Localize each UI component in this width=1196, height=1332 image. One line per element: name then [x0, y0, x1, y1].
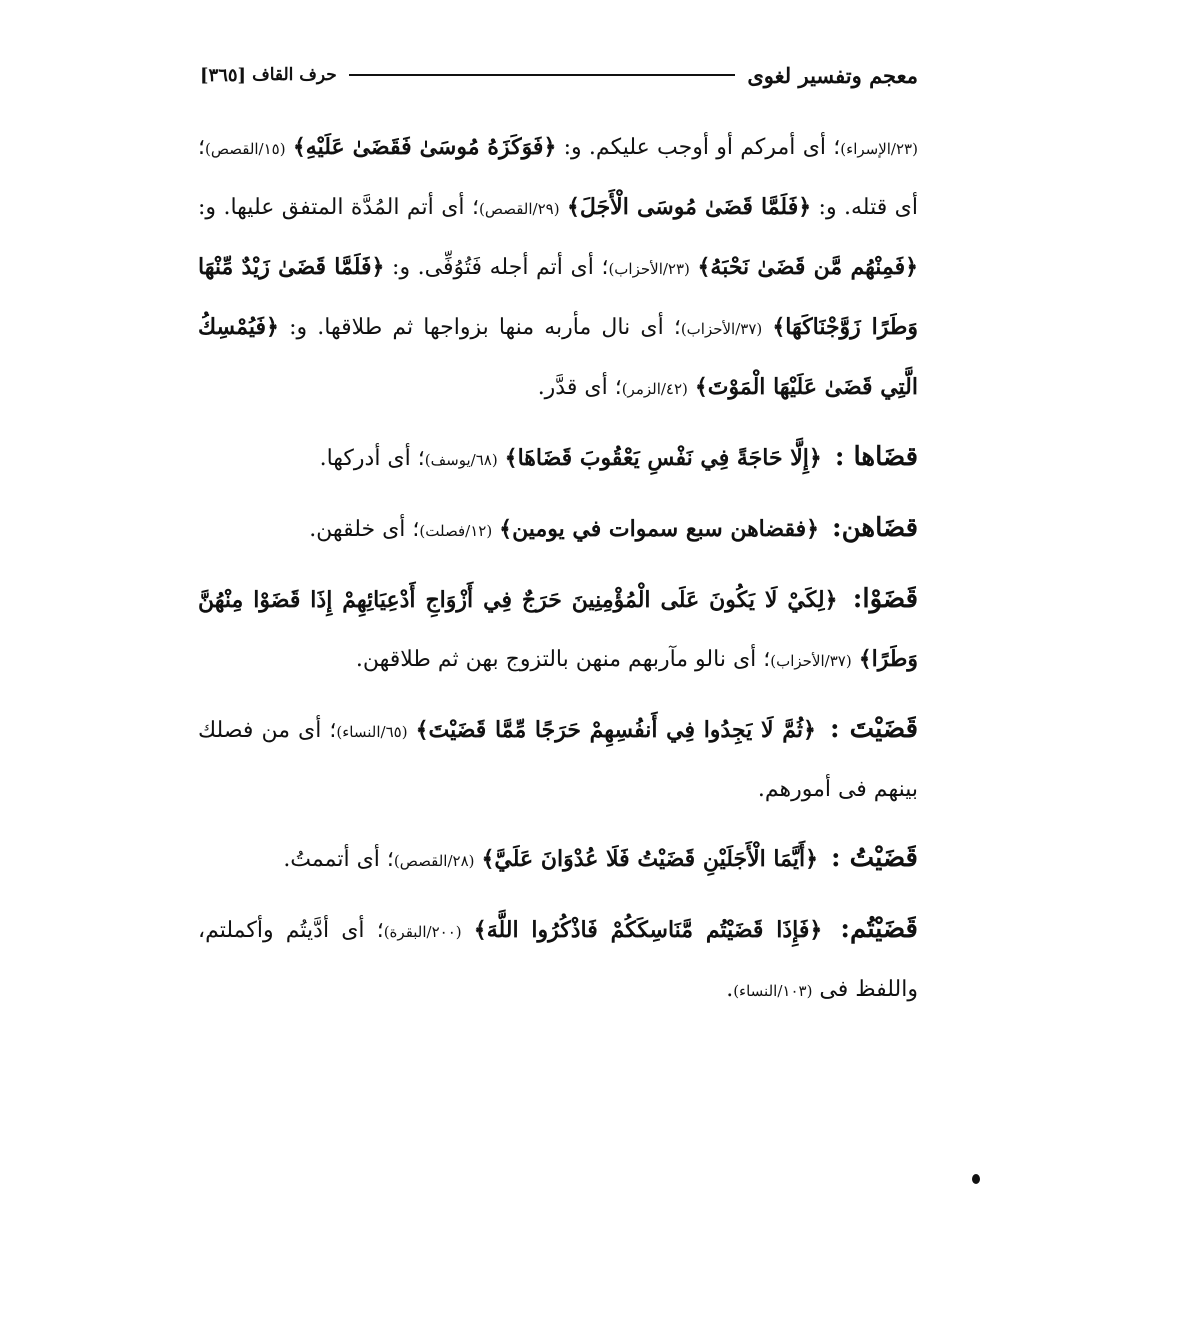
quran-verse: ﴿فَمِنْهُم مَّن قَضَىٰ نَحْبَهُ﴾	[697, 254, 918, 280]
quran-verse: ﴿إِلَّا حَاجَةً فِي نَفْسِ يَعْقُوبَ قَضَاهَا﴾	[504, 445, 822, 471]
entry-paragraph	[198, 700, 918, 819]
book-title: معجم وتفسير لغوى	[747, 62, 918, 88]
definition-text: ؛ أى نالو مآربهم منهن بالتزوج بهن ثم طلاقهن.	[355, 647, 771, 672]
entry-headword: قَضَيْتَ :	[829, 714, 918, 744]
definition-text	[762, 315, 772, 340]
verse-reference: (٤٢/الزمر)	[621, 380, 688, 398]
definition-text: ؛ أى أمركم أو أوجب عليكم. و:	[556, 135, 841, 160]
verse-reference: (١٥/القصص)	[205, 140, 286, 158]
definition-text: ؛ أى أدركها.	[319, 446, 425, 471]
definition-text	[475, 847, 482, 872]
entry-paragraph	[198, 118, 918, 418]
definition-text	[688, 375, 695, 400]
definition-text: ؛ أى خلقهن.	[309, 517, 420, 542]
quran-verse: ﴿فقضاهن سبع سموات في يومين﴾	[499, 516, 819, 542]
verse-reference: (٣٧/الأحزاب)	[680, 320, 763, 338]
verse-reference: (٢٣/الإسراء)	[840, 140, 918, 158]
quran-verse: ﴿أَيَّمَا الْأَجَلَيْنِ قَضَيْتُ فَلَا عُدْوَانَ عَلَيَّ﴾	[481, 846, 818, 872]
verse-reference: (١٢/فصلت)	[419, 522, 493, 540]
chapter-name: حرف القاف	[252, 65, 337, 85]
verse-reference: (٦٨/يوسف)	[424, 451, 498, 469]
definition-text	[822, 446, 829, 471]
page-header	[200, 60, 918, 90]
definition-text	[408, 718, 416, 743]
header-rule	[349, 74, 736, 76]
verse-reference: (٢٩/القصص)	[478, 200, 560, 218]
verse-reference: (٦٥/النساء)	[336, 723, 408, 741]
quran-verse: ﴿فَوَكَزَهُ مُوسَىٰ فَقَضَىٰ عَلَيْهِ﴾	[292, 134, 557, 160]
entry-paragraph	[198, 428, 918, 489]
definition-text	[462, 918, 474, 943]
entry-headword: قَضَوْا:	[852, 584, 919, 614]
verse-reference: (١٠٣/النساء)	[733, 982, 813, 1000]
verse-reference: (٣٧/الأحزاب)	[770, 652, 852, 670]
verse-reference: (٢٠٠/البقرة)	[383, 923, 462, 941]
ink-mark	[972, 1174, 980, 1184]
definition-text: ؛ أى أتممتُ.	[283, 847, 394, 872]
entry-paragraph	[198, 900, 918, 1020]
quran-verse: ﴿فَلَمَّا قَضَىٰ مُوسَى الْأَجَلَ﴾	[567, 194, 812, 220]
entry-paragraph	[198, 499, 918, 560]
definition-text: ؛ أى من فصلك بينهم فى أمورهم.	[198, 718, 918, 802]
entry-headword: قَضَيْتُ :	[830, 843, 918, 873]
definition-text	[690, 255, 698, 280]
definition-text	[498, 446, 505, 471]
entry-paragraph	[198, 570, 918, 690]
entry-headword: قضَاهن:	[832, 513, 918, 543]
entry-text	[198, 118, 918, 1030]
definition-text	[822, 918, 834, 943]
entry-headword: قضَاها :	[834, 442, 918, 472]
quran-verse: ﴿فَإِذَا قَضَيْتُم مَّنَاسِكَكُمْ فَاذْكُرُوا اللَّهَ﴾	[473, 917, 823, 943]
definition-text: ؛ أى أدَّيتُم وأكملتم، واللفظ فى	[198, 918, 918, 1002]
definition-text: ؛ أى نال مأربه منها بزواجها ثم طلاقها. و:	[278, 315, 681, 340]
quran-verse: ﴿لِكَيْ لَا يَكُونَ عَلَى الْمُؤْمِنِينَ حَرَجٌ فِي أَزْوَاجِ أَدْعِيَائِهِمْ إِذَا قَضَوْا مِنْهُنَّ وَطَرًا﴾	[198, 587, 918, 672]
definition-text: ؛ أى أتم أجله فَتُوُفِّى. و:	[384, 255, 609, 280]
quran-verse: ﴿فَلَمَّا قَضَىٰ زَيْدٌ مِّنْهَا وَطَرًا زَوَّجْنَاكَهَا﴾	[198, 254, 918, 340]
definition-text	[286, 135, 293, 160]
definition-text: ؛ أى أتم المُدَّة المتفق عليها. و:	[198, 195, 479, 220]
definition-text	[560, 195, 567, 220]
definition-text	[819, 517, 826, 542]
definition-text: ؛ أى قتله. و:	[198, 135, 918, 220]
verse-reference: (٢٣/الأحزاب)	[608, 260, 690, 278]
verse-reference: (٢٨/القصص)	[393, 852, 475, 870]
definition-text: .	[726, 977, 734, 1002]
definition-text: ؛ أى قدَّر.	[537, 375, 622, 400]
definition-text	[852, 647, 859, 672]
definition-text	[816, 718, 824, 743]
entry-headword: قَضَيْتُم:	[840, 914, 918, 944]
quran-verse: ﴿فَيُمْسِكُ الَّتِي قَضَىٰ عَلَيْهَا الْمَوْتَ﴾	[198, 314, 918, 400]
quran-verse: ﴿ثُمَّ لَا يَجِدُوا فِي أَنفُسِهِمْ حَرَجًا مِّمَّا قَضَيْتَ﴾	[415, 717, 816, 743]
definition-text	[818, 847, 825, 872]
definition-text	[837, 588, 846, 613]
entry-paragraph	[198, 829, 918, 890]
page-number: [٣٦٥]	[200, 64, 247, 86]
